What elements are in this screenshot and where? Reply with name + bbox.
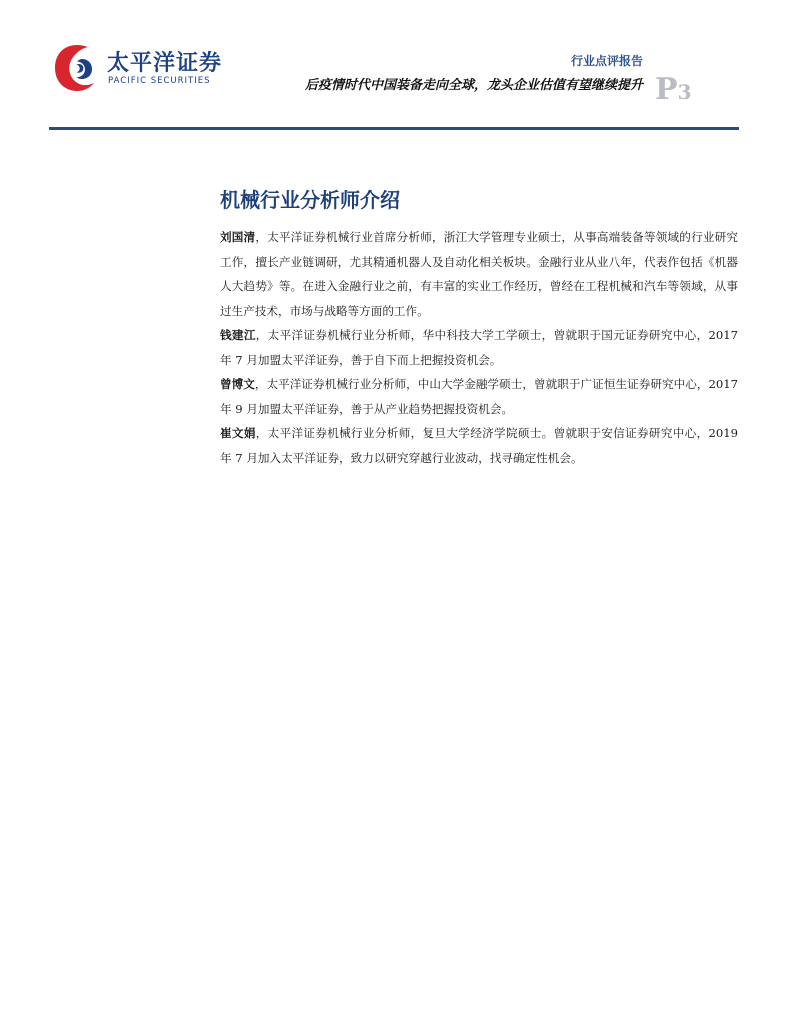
- logo-english-name: PACIFIC SECURITIES: [108, 76, 211, 86]
- analyst-name: 钱建江: [220, 328, 256, 342]
- analyst-bio-list: [220, 225, 738, 470]
- report-type-label: 行业点评报告: [570, 54, 643, 68]
- analyst-name: 崔文娟: [220, 426, 256, 440]
- header-divider: [49, 127, 739, 130]
- page-number: [655, 72, 691, 107]
- logo-chinese-name: 太平洋证券: [107, 51, 223, 76]
- page-header: [0, 0, 791, 132]
- analyst-bio: [220, 372, 738, 421]
- analyst-bio: [220, 225, 738, 323]
- analyst-description: ，太平洋证券机械行业分析师，华中科技大学工学硕士，曾就职于国元证券研究中心，2017 年 7 月加盟太平洋证券，善于自下而上把握投资机会。: [220, 328, 738, 367]
- page-number-prefix: P: [655, 72, 678, 107]
- report-subtitle: 后疫情时代中国装备走向全球，龙头企业估值有望继续提升: [304, 78, 643, 93]
- analyst-description: ，太平洋证券机械行业首席分析师，浙江大学管理专业硕士，从事高端装备等领域的行业研究工作，擅长产业链调研，尤其精通机器人及自动化相关板块。金融行业从业八年，代表作包括《机器人大趋势》等。在进入金融行业之前，有丰富的实业工作经历，曾经在工程机械和汽车等领域，从事过生产技术，市场与战略等方面的工作。: [220, 230, 738, 318]
- page-number-digit: 3: [677, 80, 692, 104]
- analyst-description: ，太平洋证券机械行业分析师，复旦大学经济学院硕士。曾就职于安信证券研究中心，2019 年 7 月加入太平洋证券，致力以研究穿越行业波动，找寻确定性机会。: [220, 426, 738, 465]
- company-logo: [52, 42, 223, 94]
- analyst-bio: [220, 323, 738, 372]
- analyst-name: 刘国清: [220, 230, 256, 244]
- pacific-securities-logo-icon: [52, 42, 102, 94]
- section-title: 机械行业分析师介绍: [220, 188, 400, 212]
- analyst-description: ，太平洋证券机械行业分析师，中山大学金融学硕士，曾就职于广证恒生证券研究中心，2017 年 9 月加盟太平洋证券，善于从产业趋势把握投资机会。: [220, 377, 738, 416]
- analyst-name: 曾博文: [220, 377, 255, 391]
- analyst-bio: [220, 421, 738, 470]
